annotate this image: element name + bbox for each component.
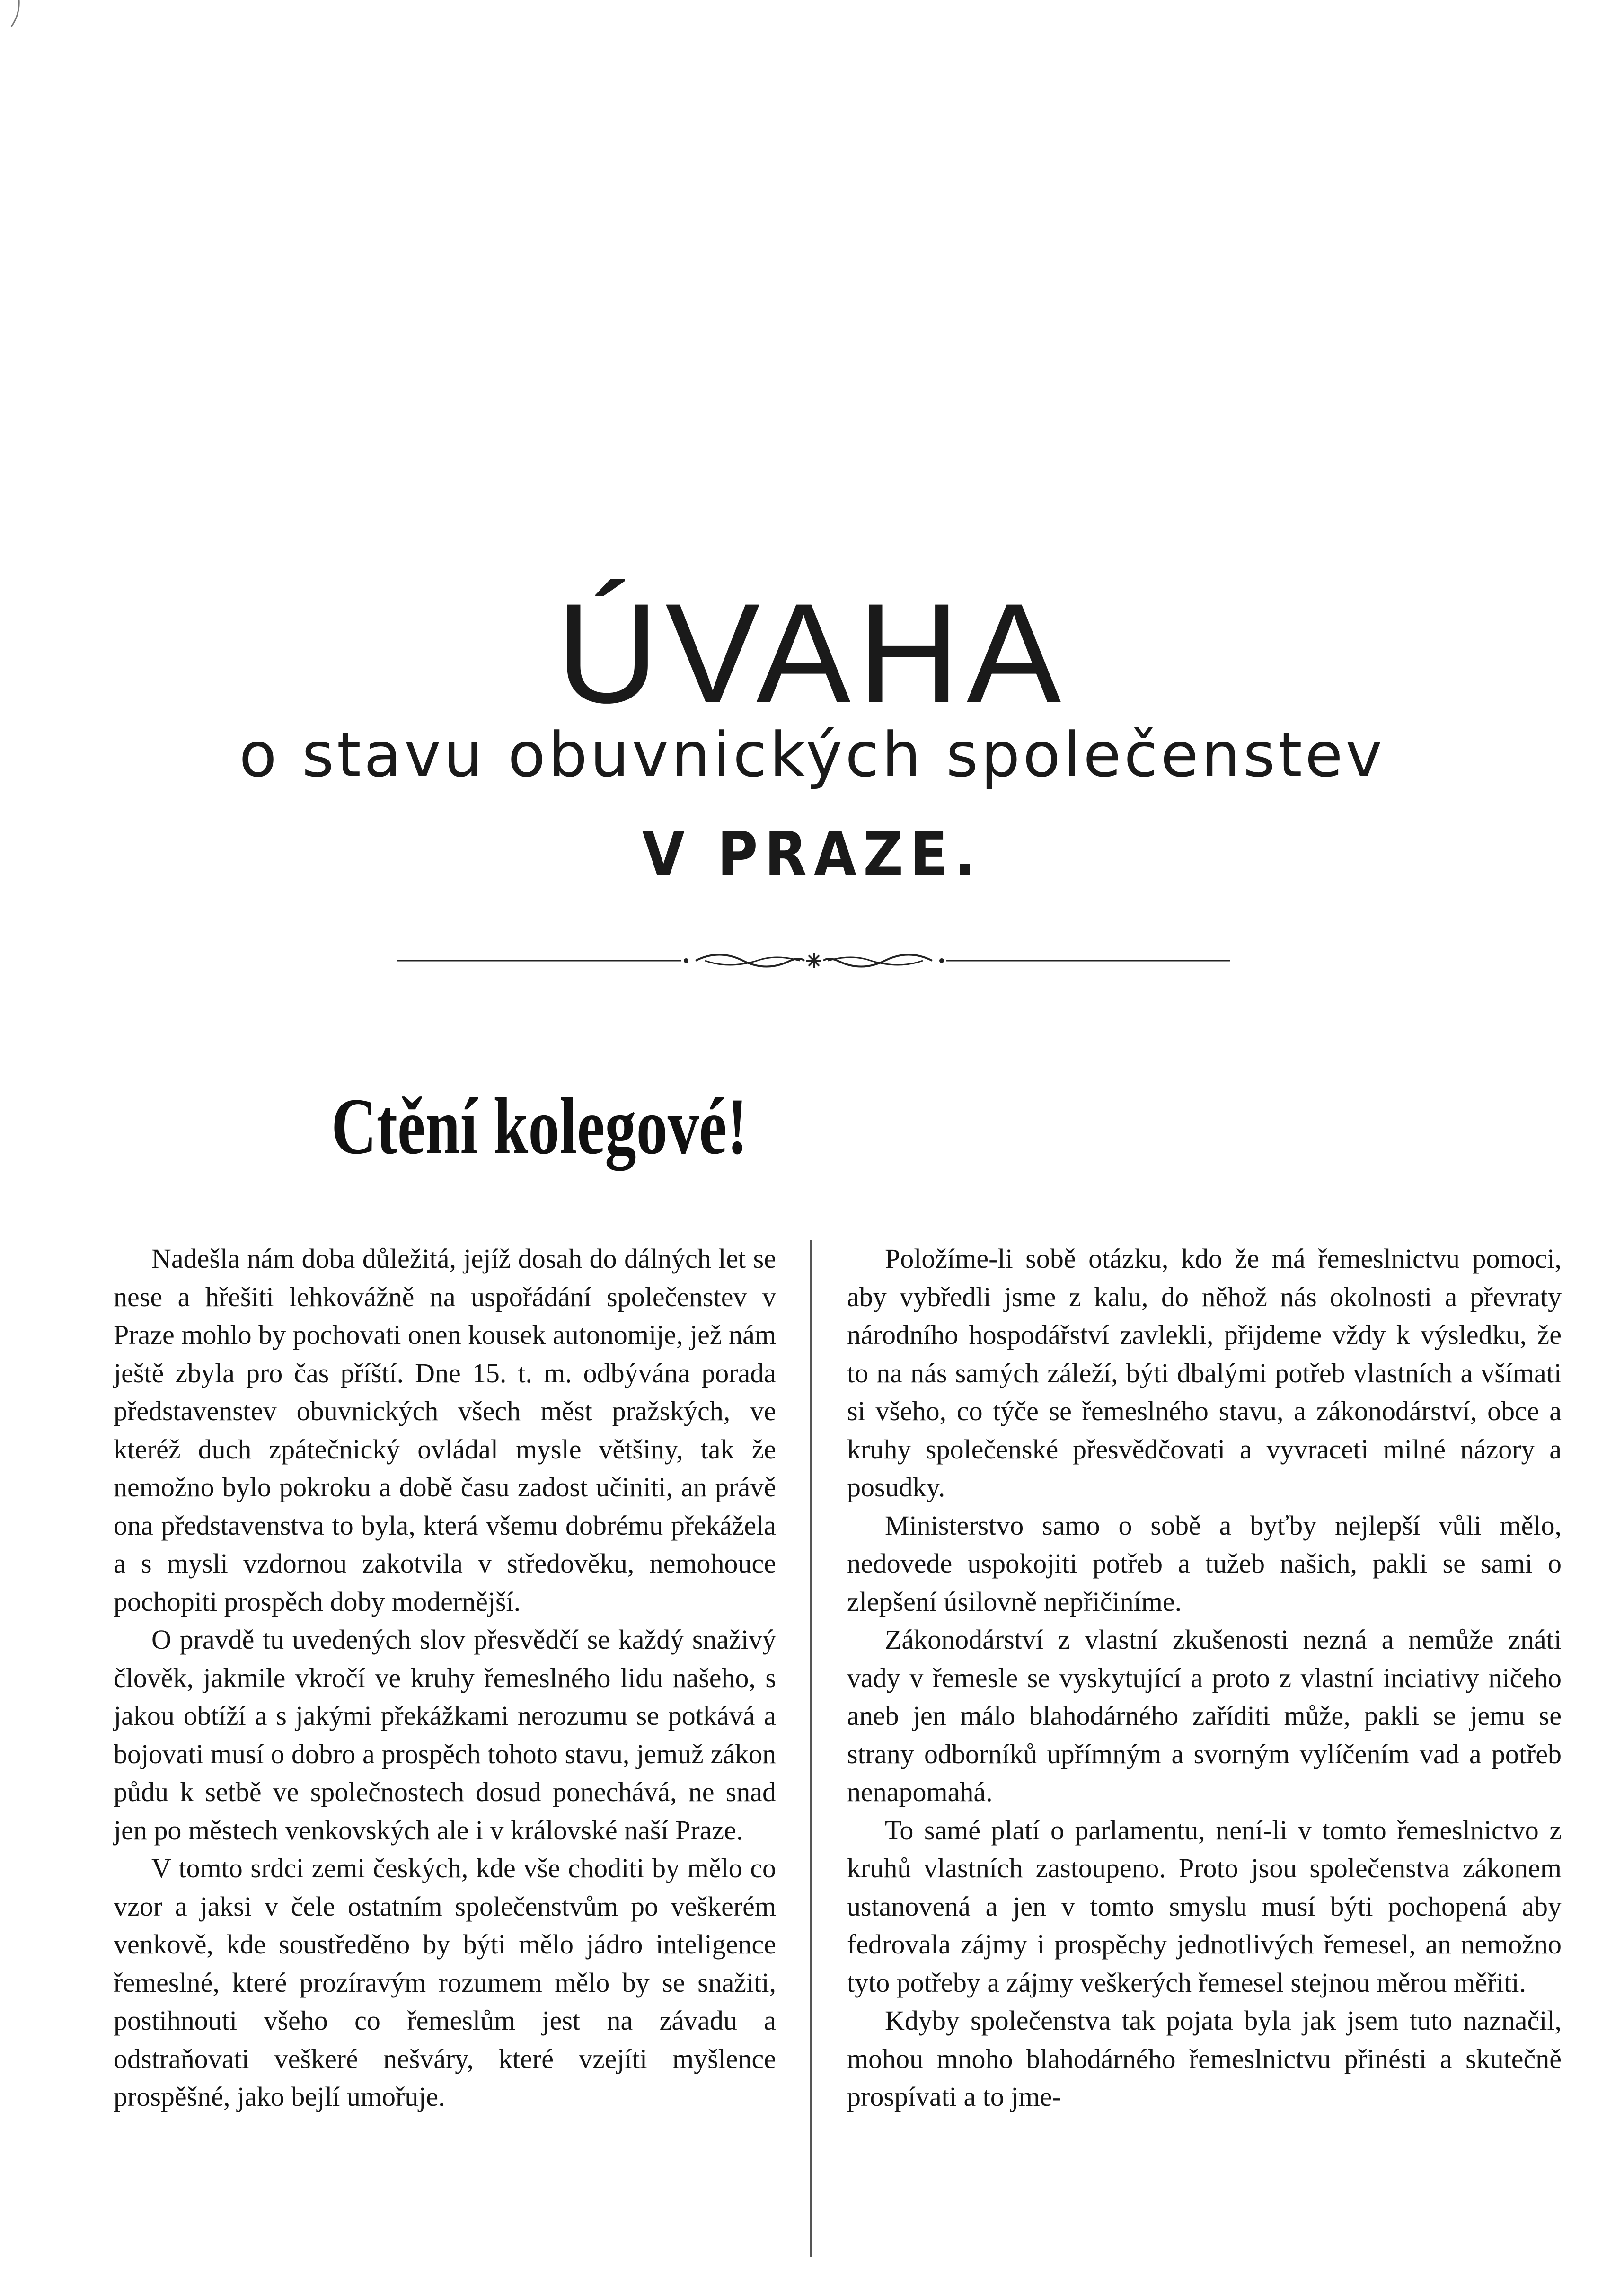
- margin-pencil-mark: [9, 0, 23, 28]
- document-city-line: V PRAZE.: [642, 818, 982, 890]
- paragraph: Kdyby společenstva tak pojata byla jak jsem tuto naznačil, mohou mnoho blahodárného řemeslnictvu přinésti a skutečně prospívati a to jme-: [847, 2005, 1562, 2112]
- right-column: [847, 1240, 1562, 2116]
- paragraph: V tomto srdci zemi českých, kde vše choditi by mělo co vzor a jaksi v čele ostatním společenstvům po veškerém venkově, kde soustředěno by býti mělo jádro inteligence řemeslné, které prozíravým rozumem mělo by se snažiti, postihnouti všeho co řemeslům jest na závadu a odstraňovati veškeré nešváry, které vzejíti myšlence prospěšné, jako bejlí umořuje.: [114, 1853, 776, 2112]
- document-title: ÚVAHA: [556, 574, 1068, 733]
- paragraph: Položíme-li sobě otázku, kdo že má řemeslnictvu pomoci, aby vybředli jsme z kalu, do něhož nás okolnosti a převraty národního hospodářství zavlekli, přijdeme vždy k výsledku, že to na nás samých záleží, býti dbalými potřeb vlastních a všímati si všeho, co týče se řemeslného stavu, a zákonodárství, obce a kruhy společenské přesvědčovati a vyvraceti milné názory a posudky.: [847, 1243, 1562, 1502]
- ornament-divider: [397, 946, 1230, 975]
- salutation-heading: Ctění kolegové!: [331, 1082, 748, 1171]
- paragraph: Ministerstvo samo o sobě a byťby nejlepší vůli mělo, nedovede uspokojiti potřeb a tužeb našich, pakli se sami o zlepšení úsilovně nepřičiníme.: [847, 1510, 1562, 1617]
- paragraph: To samé platí o parlamentu, není-li v tomto řemeslnictvo z kruhů vlastních zastoupeno. Proto jsou společenstva zákonem ustanovená a jen v tomto smyslu musí býti pochopená aby fedrovala zájmy i prospěchy jednotlivých řemesel, an nemožno tyto potřeby a zájmy veškerých řemesel stejnou měrou měřiti.: [847, 1814, 1562, 1998]
- paragraph: O pravdě tu uvedených slov přesvědčí se každý snaživý člověk, jakmile vkročí ve kruhy řemeslného lidu našeho, s jakou obtíží a s jakými překážkami nerozumu se potkává a bojovati musí o dobro a prospěch tohoto stavu, jemuž zákon půdu k setbě ve společnostech dosud ponechává, ne snad jen po městech venkovských ale i v královské naší Praze.: [114, 1624, 776, 1846]
- document-subtitle: o stavu obuvnických společenstev: [239, 719, 1385, 791]
- paragraph: Zákonodárství z vlastní zkušenosti nezná a nemůže znáti vady v řemesle se vyskytující a proto z vlastní inciativy ničeho aneb jen málo blahodárného zaříditi může, pakli se jemu se strany odborníků upřímným a svorným vylíčením vad a potřeb nenapomahá.: [847, 1624, 1562, 1807]
- column-divider: [810, 1240, 812, 2257]
- paragraph: Nadešla nám doba důležitá, jejíž dosah do dálných let se nese a hřešiti lehkovážně na uspořádání společenstev v Praze mohlo by pochovati onen kousek autonomije, jež nám ještě zbyla pro čas příští. Dne 15. t. m. odbývána porada představenstev obuvnických všech měst pražských, ve kteréž duch zpátečnický ovládal mysle většiny, tak že nemožno bylo pokroku a době času zadost učiniti, an právě ona představenstva to byla, která všemu dobrému překážela a s mysli vzdornou zakotvila v středověku, nemohouce pochopiti prospěch doby modernější.: [114, 1243, 776, 1617]
- left-column: [114, 1240, 776, 2116]
